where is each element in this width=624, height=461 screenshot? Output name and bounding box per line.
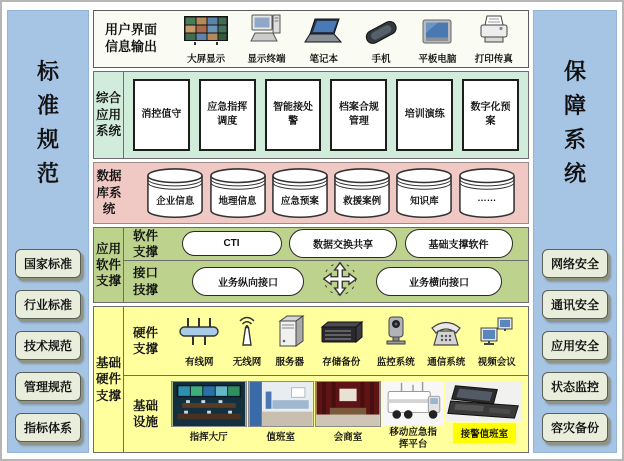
app-box-alarm-handling: 智能接处警 xyxy=(265,79,322,151)
standards-panel xyxy=(7,10,89,453)
desktop-terminal-icon xyxy=(250,13,282,50)
software-row-label: 软件支撑 xyxy=(133,228,159,259)
interface-pills xyxy=(166,261,528,302)
database-name: 知识库 xyxy=(410,195,439,207)
hw-caption: 通信系统 xyxy=(427,356,466,368)
app-box-command-dispatch: 应急指挥调度 xyxy=(199,79,256,151)
database-name: …… xyxy=(477,192,497,204)
device-caption: 手机 xyxy=(371,54,391,65)
smartphone-icon xyxy=(362,17,400,50)
app-box-fire-control: 消控值守 xyxy=(133,79,190,151)
standards-item-industry[interactable]: 行业标准 xyxy=(15,290,81,319)
standards-item-management[interactable]: 管理规范 xyxy=(15,372,81,401)
safeguard-item-app-security[interactable]: 应用安全 xyxy=(542,331,608,360)
infrastructure-row xyxy=(124,376,528,452)
device-caption: 平板电脑 xyxy=(418,54,457,65)
wired-network-icon xyxy=(178,314,220,353)
device-printer xyxy=(475,15,513,65)
hardware-row xyxy=(124,307,528,376)
wireless-antenna-icon xyxy=(233,314,261,353)
database-cylinder xyxy=(333,167,391,219)
database-cylinders xyxy=(124,163,528,223)
server-tower-icon xyxy=(274,314,306,353)
hw-storage xyxy=(318,318,364,368)
standards-item-indicator[interactable]: 指标体系 xyxy=(15,413,81,442)
infra-caption: 指挥大厅 xyxy=(189,432,228,444)
ui-output-layer-label: 用户界面信息输出 xyxy=(104,22,157,54)
database-layer-label: 数据库系统 xyxy=(96,169,122,216)
infrastructure-items xyxy=(166,376,528,452)
software-support-layer-label: 应用软件支撑 xyxy=(94,228,124,303)
surveillance-camera-icon xyxy=(383,314,409,353)
app-box-digital-plan: 数字化预案 xyxy=(462,79,519,151)
infra-caption: 会商室 xyxy=(333,432,363,444)
infrastructure-row-label: 基础设施 xyxy=(133,398,159,430)
laptop-icon xyxy=(304,18,344,50)
database-name: 地理信息 xyxy=(218,195,257,207)
duty-room-photo xyxy=(248,381,314,427)
device-laptop xyxy=(304,18,344,65)
hw-video-conference xyxy=(478,316,516,368)
infra-meeting-room xyxy=(315,381,381,443)
telephone-icon xyxy=(427,316,465,353)
hardware-icons xyxy=(166,312,528,371)
layer-stack xyxy=(93,10,529,453)
pill-vertical-interface: 业务纵向接口 xyxy=(192,267,304,296)
software-support-layer xyxy=(93,227,529,304)
software-pills xyxy=(166,229,528,258)
safeguard-item-disaster-backup[interactable]: 容灾备份 xyxy=(542,413,608,442)
database-cylinder xyxy=(271,167,329,219)
software-row xyxy=(124,228,528,262)
app-box-training-drill: 培训演练 xyxy=(396,79,453,151)
database-cylinder xyxy=(209,167,267,219)
database-name: 应急预案 xyxy=(280,195,319,207)
safeguard-item-comm-security[interactable]: 通讯安全 xyxy=(542,290,608,319)
printer-fax-icon xyxy=(477,15,511,50)
standards-item-technical[interactable]: 技术规范 xyxy=(15,331,81,360)
hw-wired-network xyxy=(178,314,220,368)
device-terminal xyxy=(247,13,285,65)
hw-caption: 有线网 xyxy=(184,356,214,368)
hardware-support-layer-label: 基础硬件支撑 xyxy=(94,307,124,452)
database-cylinder xyxy=(395,167,453,219)
standards-buttons xyxy=(15,249,81,442)
hw-wireless-network xyxy=(233,314,262,368)
infra-mobile-platform xyxy=(382,381,444,450)
video-conference-icon xyxy=(479,316,515,353)
portable-command-case-photo xyxy=(445,381,523,421)
hw-caption: 视频会议 xyxy=(477,356,516,368)
tablet-icon xyxy=(421,19,453,50)
database-cylinder xyxy=(146,167,204,219)
safeguard-panel-title: 保障系统 xyxy=(563,59,586,187)
device-caption: 显示终端 xyxy=(247,54,286,65)
infra-alarm-duty-room xyxy=(445,381,523,443)
hardware-row-label: 硬件支撑 xyxy=(133,325,159,357)
hw-caption: 监控系统 xyxy=(376,356,415,368)
device-tablet xyxy=(418,19,456,65)
standards-panel-title: 标准规范 xyxy=(36,59,59,187)
video-wall-icon xyxy=(183,15,229,50)
hw-surveillance xyxy=(377,314,415,368)
safeguard-item-status-monitor[interactable]: 状态监控 xyxy=(542,372,608,401)
hw-server xyxy=(274,314,306,368)
safeguard-buttons xyxy=(542,249,608,442)
safeguard-item-network-security[interactable]: 网络安全 xyxy=(542,249,608,278)
device-caption: 大屏显示 xyxy=(187,54,226,65)
app-box-archive-compliance: 档案合规管理 xyxy=(330,79,387,151)
software-support-subrows xyxy=(124,228,528,303)
application-layer-label: 综合应用系统 xyxy=(94,72,124,158)
standards-item-national[interactable]: 国家标准 xyxy=(15,249,81,278)
mobile-command-truck-photo xyxy=(382,381,444,425)
pill-base-software: 基础支撑软件 xyxy=(405,229,513,258)
application-layer xyxy=(93,71,529,159)
database-name: 救援案例 xyxy=(343,195,382,207)
hardware-support-subrows xyxy=(124,307,528,452)
device-phone xyxy=(362,17,400,65)
database-layer xyxy=(93,162,529,224)
pill-data-exchange: 数据交换共享 xyxy=(289,229,397,258)
storage-rack-icon xyxy=(318,318,364,353)
infra-duty-room xyxy=(248,381,314,443)
hw-caption: 服务器 xyxy=(275,356,304,368)
four-way-arrow-icon xyxy=(322,261,358,302)
infra-caption: 移动应急指挥平台 xyxy=(389,427,437,450)
interface-row xyxy=(124,261,528,302)
device-video-wall xyxy=(183,15,229,65)
database-cylinder xyxy=(458,167,516,219)
infra-caption: 值班室 xyxy=(266,432,296,444)
device-caption: 打印传真 xyxy=(474,54,513,65)
database-name: 企业信息 xyxy=(156,195,195,207)
hardware-support-layer xyxy=(93,306,529,453)
command-hall-photo xyxy=(171,381,247,427)
hw-caption: 存储备份 xyxy=(322,356,361,368)
hw-communication xyxy=(427,316,465,368)
device-caption: 笔记本 xyxy=(309,54,339,65)
hw-caption: 无线网 xyxy=(232,356,262,368)
ui-output-devices xyxy=(168,11,528,67)
infra-caption: 接警值班室 xyxy=(453,423,517,443)
application-boxes xyxy=(124,72,528,158)
pill-cti: CTI xyxy=(182,231,282,256)
pill-horizontal-interface: 业务横向接口 xyxy=(376,267,502,296)
interface-row-label: 接口技撑 xyxy=(133,266,159,297)
safeguard-panel xyxy=(533,10,617,453)
infra-command-hall xyxy=(171,381,247,443)
ui-output-layer xyxy=(93,10,529,68)
meeting-room-photo xyxy=(315,381,381,427)
